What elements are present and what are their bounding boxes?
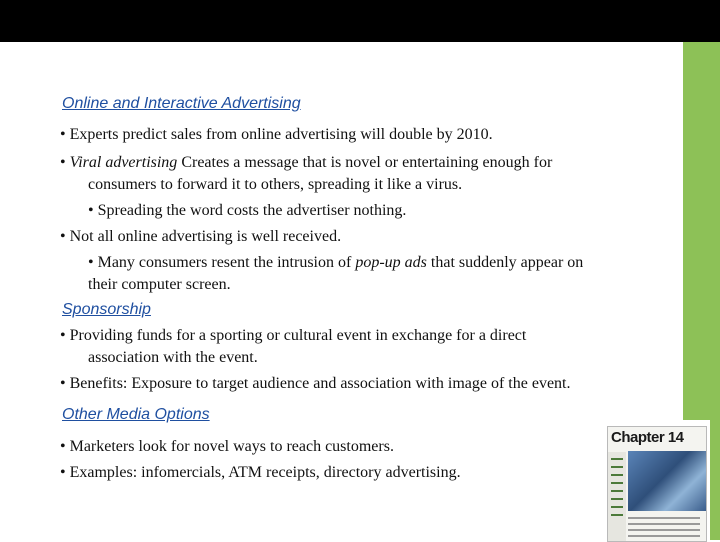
bullet-experts-predict: • Experts predict sales from online advertising will double by 2010. xyxy=(60,126,493,143)
sub-bullet-spreading: • Spreading the word costs the advertiser nothing. xyxy=(88,202,407,219)
bullet-rest: that suddenly appear on xyxy=(426,254,584,271)
heading-other-media-options: Other Media Options xyxy=(62,406,210,423)
chapter-thumbnail xyxy=(600,420,710,540)
term-pop-up-ads: pop-up ads xyxy=(355,254,427,271)
chapter-label: Chapter 14 xyxy=(611,429,684,446)
top-black-bar xyxy=(0,0,720,42)
bullet-benefits: • Benefits: Exposure to target audience and association with image of the event. xyxy=(60,375,571,392)
contents-line xyxy=(611,514,623,516)
contents-line xyxy=(611,458,623,460)
contents-line xyxy=(611,482,623,484)
bullet-rest: Creates a message that is novel or entertaining enough for xyxy=(177,154,553,171)
sub-bullet-pop-up-continuation: their computer screen. xyxy=(88,276,231,293)
bullet-providing-funds: • Providing funds for a sporting or cultural event in exchange for a direct xyxy=(60,327,527,344)
bullet-viral-continuation: consumers to forward it to others, spreading it like a virus. xyxy=(88,176,463,193)
cover-photo xyxy=(628,451,706,511)
book-cover-image xyxy=(607,426,707,542)
body-text-line xyxy=(628,535,700,537)
term-viral-advertising: Viral advertising xyxy=(69,154,178,171)
body-text-line xyxy=(628,517,700,519)
body-text-line xyxy=(628,529,700,531)
contents-line xyxy=(611,474,623,476)
contents-line xyxy=(611,466,623,468)
bullet-prefix: • Many consumers resent the intrusion of xyxy=(88,254,356,271)
bullet-viral-advertising xyxy=(60,154,552,172)
heading-sponsorship: Sponsorship xyxy=(62,301,151,318)
bullet-not-all-well-received: • Not all online advertising is well received. xyxy=(60,228,342,245)
bullet-marketers-novel-ways: • Marketers look for novel ways to reach customers. xyxy=(60,438,394,455)
body-text-line xyxy=(628,523,700,525)
bullet-providing-funds-continuation: association with the event. xyxy=(88,349,258,366)
contents-line xyxy=(611,490,623,492)
contents-line xyxy=(611,498,623,500)
bullet-prefix: • xyxy=(60,154,70,171)
contents-line xyxy=(611,506,623,508)
heading-online-advertising: Online and Interactive Advertising xyxy=(62,95,301,112)
sub-bullet-pop-up-ads xyxy=(88,254,583,272)
bullet-examples: • Examples: infomercials, ATM receipts, directory advertising. xyxy=(60,464,461,481)
contents-strip xyxy=(608,452,626,541)
